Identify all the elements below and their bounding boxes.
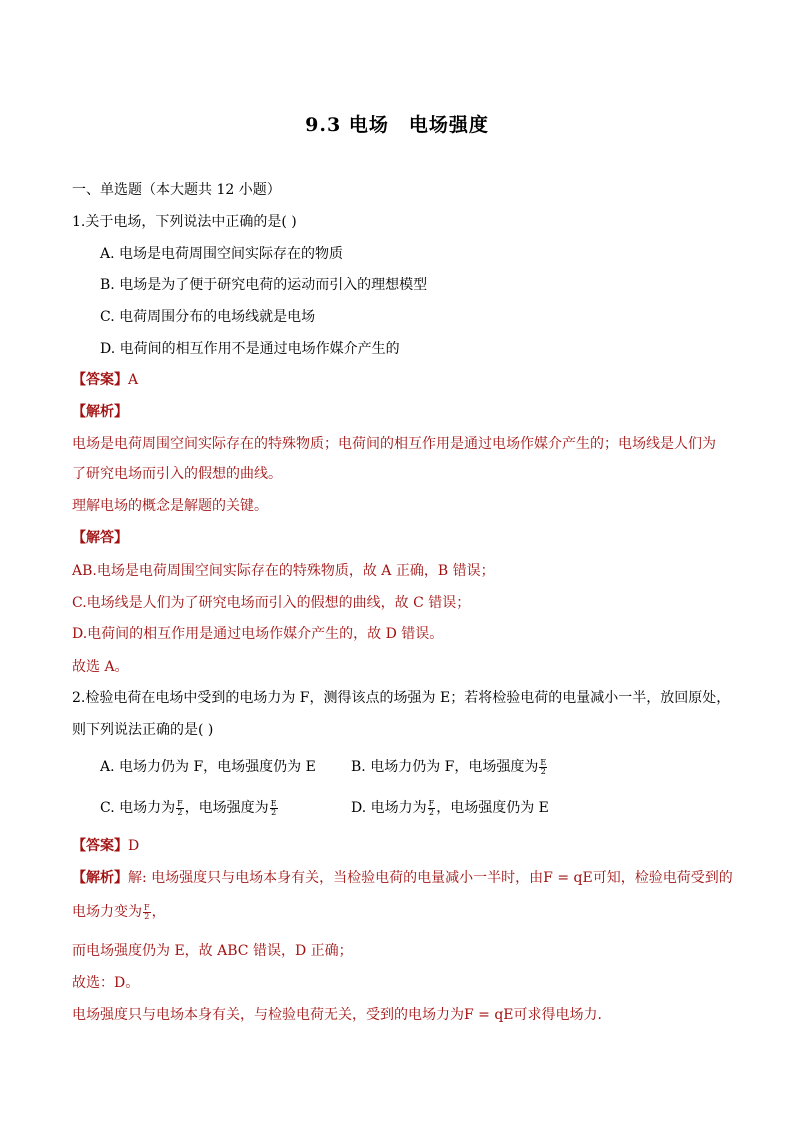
question-2-option-d: [351, 798, 549, 818]
fraction-f-over-2: [428, 800, 436, 817]
question-1-solution-line-1: AB.电场是电荷周围空间实际存在的特殊物质，故 A 正确，B 错误；: [72, 563, 495, 579]
answer-tag: 【答案】: [72, 372, 128, 388]
question-1-option-d: D. 电荷间的相互作用不是通过电场作媒介产生的: [100, 341, 400, 357]
question-1-solution-tag: [72, 528, 128, 548]
page-title: 9.3 电场 电场强度: [305, 114, 489, 136]
question-2-analysis-line-3: 而电场强度仍为 E，故 ABC 错误，D 正确；: [72, 943, 353, 959]
answer-value: A: [128, 372, 139, 388]
fraction-numerator: F: [144, 902, 150, 912]
answer-tag: 【答案】: [72, 838, 128, 854]
question-1-analysis-tag: [72, 402, 128, 422]
fraction-denominator: 2: [177, 807, 183, 817]
question-2-answer: [72, 836, 139, 856]
fraction-numerator: F: [177, 798, 183, 808]
question-2-conclusion: 故选：D。: [72, 975, 140, 991]
section-heading: 一、单选题（本大题共 12 小题）: [72, 182, 281, 198]
fraction-numerator: E: [540, 757, 547, 767]
fraction-denominator: 2: [428, 807, 434, 817]
analysis-tag: 【解析】: [72, 404, 128, 420]
answer-value: D: [128, 838, 140, 854]
option-c-text: C. 电场力为: [100, 800, 176, 816]
question-1-option-c: C. 电荷周围分布的电场线就是电场: [100, 309, 316, 325]
question-2-analysis-line-1: [72, 868, 733, 888]
question-1-analysis-line-1: 电场是电荷周围空间实际存在的特殊物质；电荷间的相互作用是通过电场作媒介产生的；电场线是人们为: [72, 436, 716, 452]
solution-tag: 【解答】: [72, 530, 128, 546]
question-1-stem: 1.关于电场，下列说法中正确的是( ): [72, 214, 297, 230]
option-d-text: D. 电场力为: [351, 800, 427, 816]
analysis-text-end: ，: [151, 904, 166, 920]
fraction-f-over-2: [176, 800, 184, 817]
question-2-option-b: [351, 757, 548, 777]
question-1-option-b: B. 电场是为了便于研究电荷的运动而引入的理想模型: [100, 277, 428, 293]
fraction-numerator: F: [428, 798, 435, 808]
option-d-text-end: ，电场强度仍为 E: [436, 800, 549, 816]
analysis-text: 电场力变为: [72, 904, 142, 920]
question-2-summary: 电场强度只与电场本身有关，与检验电荷无关，受到的电场力为F = qE可求得电场力．: [72, 1007, 612, 1023]
fraction-e-over-2: [270, 800, 278, 817]
question-1-answer: [72, 370, 138, 390]
question-1-analysis-line-2: 了研究电场而引入的假想的曲线。: [72, 466, 282, 482]
fraction-denominator: 2: [144, 911, 150, 921]
question-1-solution-line-3: D.电荷间的相互作用是通过电场作媒介产生的，故 D 错误。: [72, 626, 444, 642]
fraction-e-over-2: [539, 759, 547, 776]
fraction-denominator: 2: [271, 807, 277, 817]
analysis-tag: 【解析】: [72, 870, 128, 886]
question-1-option-a: A. 电场是电荷周围空间实际存在的物质: [100, 246, 344, 262]
fraction-numerator: E: [270, 798, 277, 808]
question-2-option-c: [100, 798, 279, 818]
analysis-text: 解: 电场强度只与电场本身有关，当检验电荷的电量减小一半时，由F = qE可知，检验电荷受到的: [128, 870, 733, 886]
question-1-key-point: 理解电场的概念是解题的关键。: [72, 498, 268, 514]
option-c-text-mid: ，电场强度为: [184, 800, 269, 816]
question-2-stem-line-2: 则下列说法正确的是( ): [72, 722, 214, 738]
fraction-f-over-2: [143, 904, 151, 921]
question-2-stem-line-1: 2.检验电荷在电场中受到的电场力为 F，测得该点的场强为 E；若将检验电荷的电量减小一半，放回原处，: [72, 690, 731, 706]
question-2-option-a: A. 电场力仍为 F，电场强度仍为 E: [100, 759, 316, 775]
option-b-text: B. 电场力仍为 F，电场强度为: [351, 759, 539, 775]
question-1-conclusion: 故选 A。: [72, 659, 129, 675]
question-2-analysis-line-2: [72, 902, 166, 922]
question-1-solution-line-2: C.电场线是人们为了研究电场而引入的假想的曲线，故 C 错误；: [72, 595, 471, 611]
fraction-denominator: 2: [540, 766, 546, 776]
